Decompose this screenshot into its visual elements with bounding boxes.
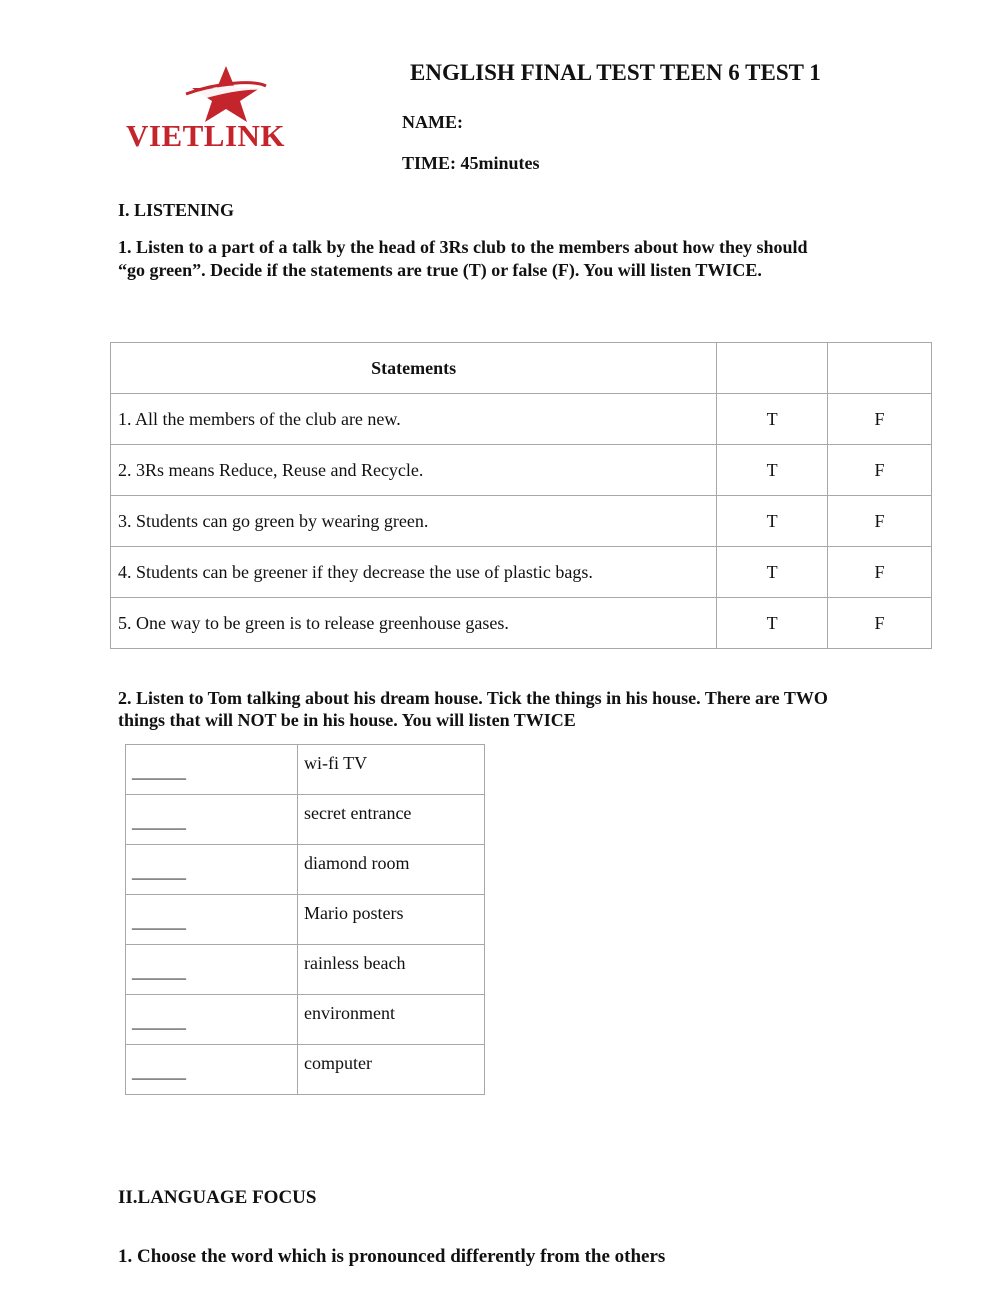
true-option[interactable]: T [717, 445, 828, 496]
statement-cell: 4. Students can be greener if they decrease the use of plastic bags. [111, 547, 717, 598]
tick-blank[interactable]: ______ [126, 795, 298, 845]
table-row [111, 394, 932, 445]
section-heading-listening: I. LISTENING [118, 200, 235, 220]
true-option[interactable]: T [717, 496, 828, 547]
true-option[interactable]: T [717, 547, 828, 598]
statement-cell: 5. One way to be green is to release greenhouse gases. [111, 598, 717, 649]
question-2-instruction: 2. Listen to Tom talking about his dream house. Tick the things in his house. There are TWO things that will NOT be in his house. You will listen TWICE [118, 688, 828, 730]
table-row [111, 547, 932, 598]
name-label: NAME: [402, 112, 463, 132]
item-label: computer [298, 1045, 485, 1095]
false-option[interactable]: F [828, 598, 932, 649]
statements-header: Statements [111, 343, 717, 394]
pronunciation-question-instruction: 1. Choose the word which is pronounced differently from the others [118, 1246, 666, 1267]
item-label: wi-fi TV [298, 745, 485, 795]
tick-blank[interactable]: ______ [126, 845, 298, 895]
item-label: diamond room [298, 845, 485, 895]
table-row [126, 745, 485, 795]
question-1-instruction: 1. Listen to a part of a talk by the head of 3Rs club to the members about how they should “go green”. Decide if the statements are true (T) or false (F). You will listen TWICE. [118, 237, 808, 280]
star-swoosh-icon [126, 64, 326, 124]
false-option[interactable]: F [828, 547, 932, 598]
tick-blank[interactable]: ______ [126, 745, 298, 795]
false-option[interactable]: F [828, 394, 932, 445]
statement-cell: 3. Students can go green by wearing green. [111, 496, 717, 547]
table-row [126, 1045, 485, 1095]
table-row [126, 945, 485, 995]
tick-blank[interactable]: ______ [126, 945, 298, 995]
table-row [126, 895, 485, 945]
item-label: Mario posters [298, 895, 485, 945]
item-label: secret entrance [298, 795, 485, 845]
tick-blank[interactable]: ______ [126, 1045, 298, 1095]
tick-blank[interactable]: ______ [126, 995, 298, 1045]
table-row [126, 995, 485, 1045]
table-row [111, 496, 932, 547]
time-label: TIME: 45minutes [402, 153, 540, 173]
logo-text: VIETLINK [126, 118, 286, 153]
table-header-row [111, 343, 932, 394]
table-row [126, 795, 485, 845]
table-row [126, 845, 485, 895]
true-false-table [110, 342, 932, 649]
statement-cell: 1. All the members of the club are new. [111, 394, 717, 445]
statement-cell: 2. 3Rs means Reduce, Reuse and Recycle. [111, 445, 717, 496]
false-option[interactable]: F [828, 445, 932, 496]
true-column-header [717, 343, 828, 394]
item-label: rainless beach [298, 945, 485, 995]
table-row [111, 598, 932, 649]
tick-items-table [125, 744, 485, 1095]
vietlink-logo [126, 64, 326, 154]
item-label: environment [298, 995, 485, 1045]
false-column-header [828, 343, 932, 394]
true-option[interactable]: T [717, 394, 828, 445]
false-option[interactable]: F [828, 496, 932, 547]
true-option[interactable]: T [717, 598, 828, 649]
table-row [111, 445, 932, 496]
section-heading-language-focus: II.LANGUAGE FOCUS [118, 1187, 317, 1208]
document-title: ENGLISH FINAL TEST TEEN 6 TEST 1 [410, 60, 821, 85]
tick-blank[interactable]: ______ [126, 895, 298, 945]
